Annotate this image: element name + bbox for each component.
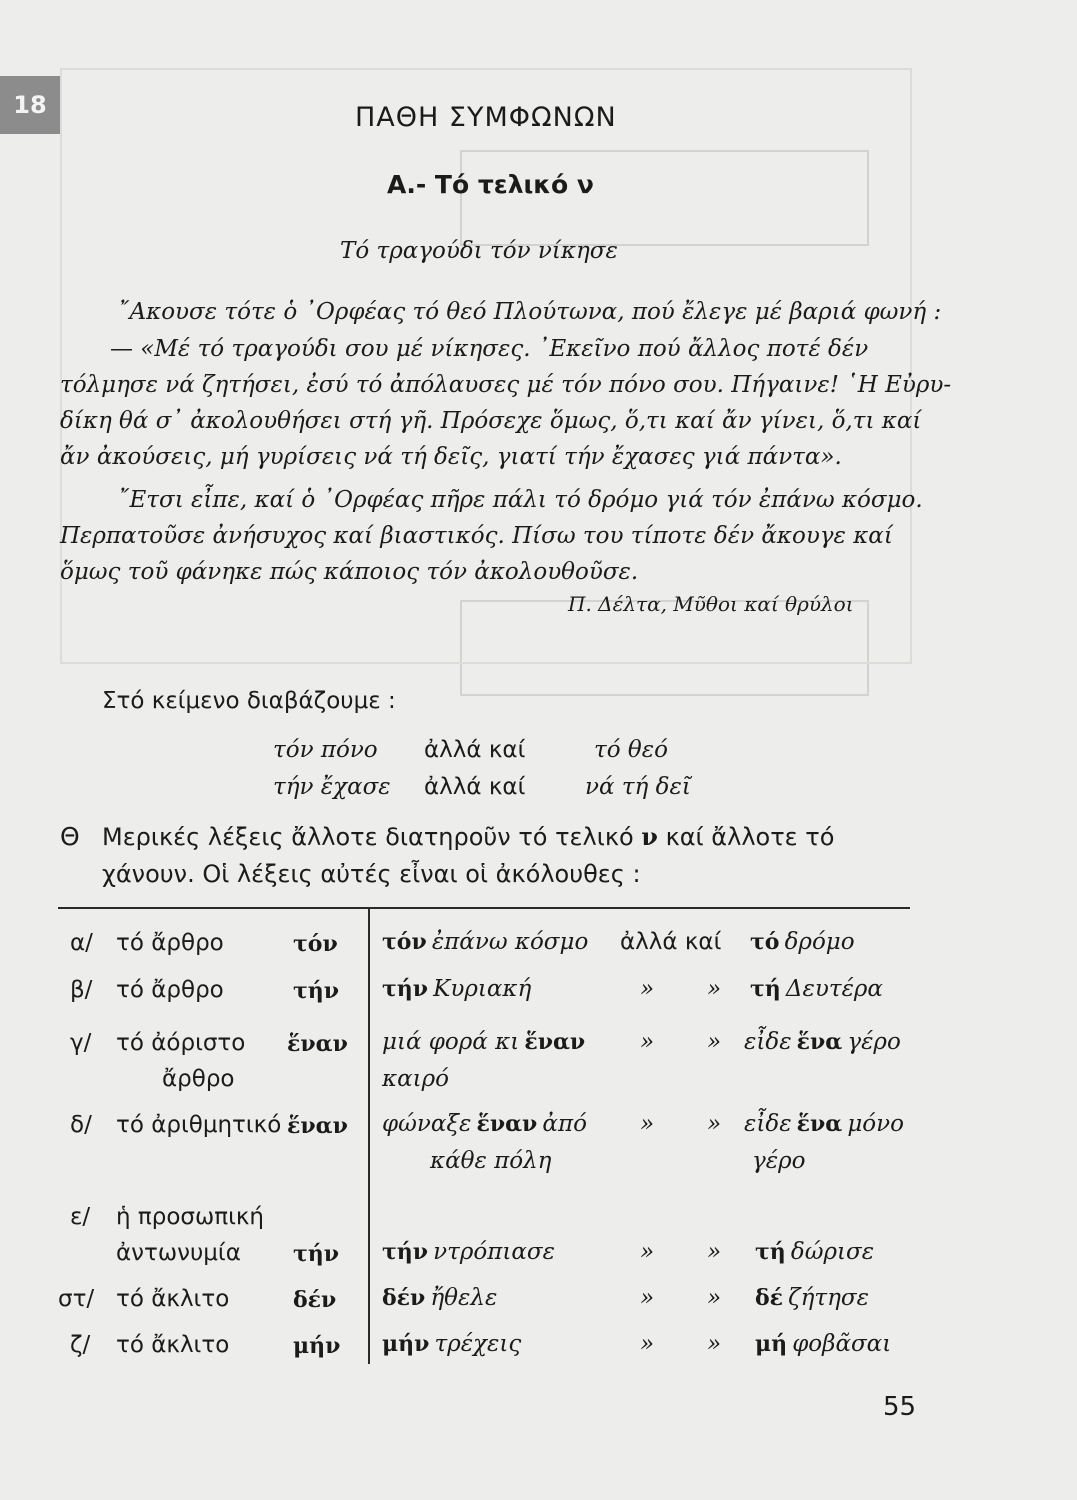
row-example-2 [744,1111,904,1137]
example-bold: τόν [382,929,427,955]
page-tab: 18 [0,76,60,134]
example-bold: ἕνα [796,1111,843,1137]
story-title: Τό τραγούδι τόν νίκησε [340,238,618,264]
row-word: δέν [293,1287,337,1313]
example-rest: Κυριακή [433,976,532,1002]
page-title: ΠΑΘΗ ΣΥΜΦΩΝΩΝ [355,102,617,133]
row-example-2 [755,1285,869,1311]
example-rest: ἤθελε [430,1285,498,1311]
example-rest: μόνο [847,1111,904,1137]
ditto-mark: » [707,1111,722,1137]
theta-marker: Θ [60,822,80,851]
example-bold: τήν [382,976,429,1002]
ditto-mark: » [640,1111,655,1137]
row-example-1 [382,1029,585,1055]
example-phrase: ἀλλά καί [424,774,526,800]
example-bold: ἕναν [524,1029,586,1055]
example-pre: εἶδε [744,1029,792,1055]
example-rest: ἐπάνω κόσμο [431,929,589,955]
example-phrase: ἀλλά καί [424,737,526,763]
example-rest: ζήτησε [788,1285,869,1311]
ditto-mark: » [640,1331,655,1357]
row-example-1 [382,1111,587,1137]
example-rest: γέρο [847,1029,901,1055]
row-example-2 [744,1029,901,1055]
table-top-rule [58,907,910,909]
example-pre: φώναξε [382,1111,472,1137]
row-category: τό ἄρθρο [116,930,224,956]
example-phrase: τήν ἔχασε [273,774,391,800]
table-column-divider [368,909,370,1364]
example-rest: δρόμο [784,929,855,955]
row-example-1 [382,929,588,955]
row-word: ἕναν [287,1031,348,1057]
row-example-2-line2: γέρο [752,1148,806,1174]
row-category: ἡ προσωπική [116,1204,265,1230]
ditto-mark: » [707,1331,722,1357]
example-rest: δώρισε [790,1239,875,1265]
row-word: μήν [293,1333,341,1359]
rule-line-text: Μερικές λέξεις ἄλλοτε διατηροῦν τό τελικό ν καί ἄλλοτε τό [102,822,835,851]
example-rest: Δευτέρα [785,976,883,1002]
row-label: ε/ [70,1204,91,1230]
example-phrase: τόν πόνο [273,737,378,763]
ditto-mark: » [707,976,722,1002]
example-bold: δέ [755,1285,784,1311]
row-label: α/ [70,930,93,956]
story-line: ῎Ακουσε τότε ὁ ᾿Ορφέας τό θεό Πλούτωνα, πού ἔλεγε μέ βαριά φωνή : [118,299,942,325]
row-label: στ/ [58,1286,95,1312]
rule-line: χάνουν. Οἱ λέξεις αὐτές εἶναι οἱ ἀκόλουθες : [102,860,641,888]
example-post: ἀπό [542,1111,587,1137]
row-word: τόν [293,931,338,957]
example-bold: τό [750,929,780,955]
section-title: Α.- Τό τελικό ν [387,170,594,199]
story-line: δίκη θά σ᾿ ἀκολουθήσει στή γῆ. Πρόσεχε ὅμως, ὅ,τι καί ἄν γίνει, ὅ,τι καί [60,408,922,434]
ditto-mark: » [707,1239,722,1265]
row-example-1 [382,1285,497,1311]
row-label: β/ [70,977,93,1003]
row-example-2 [755,1331,891,1357]
example-bold: ἕναν [476,1111,538,1137]
row-example-2 [755,1239,874,1265]
row-label: γ/ [70,1030,92,1056]
row-category: τό ἀόριστο [116,1030,246,1056]
row-label: δ/ [70,1112,92,1138]
example-bold: τή [750,976,781,1002]
example-rest: ντρόπιασε [433,1239,555,1265]
intro-text: Στό κείμενο διαβάζουμε : [102,688,396,714]
row-word: τήν [293,1241,340,1267]
rule-line [102,822,834,851]
story-line: ὅμως τοῦ φάνηκε πώς κάποιος τόν ἀκολουθοῦσε. [60,559,639,585]
example-bold: δέν [382,1285,426,1311]
example-bold: τήν [382,1239,429,1265]
story-line: — «Μέ τό τραγούδι σου μέ νίκησες. ᾿Εκεῖνο πού ἄλλος ποτέ δέν [110,336,869,362]
row-word: τήν [293,978,340,1004]
ditto-mark: » [640,1285,655,1311]
row-category: τό ἀριθμητικό [116,1112,282,1138]
example-bold: μήν [382,1331,430,1357]
row-label: ζ/ [70,1332,91,1358]
story-line: ἄν ἀκούσεις, μή γυρίσεις νά τή δεῖς, γιατί τήν ἔχασες γιά πάντα». [60,444,842,470]
example-bold: μή [755,1331,788,1357]
example-rest: τρέχεις [434,1331,522,1357]
row-conjunction: ἀλλά καί [620,929,722,955]
row-category: τό ἄρθρο [116,977,224,1003]
row-category-line2: ἀντωνυμία [116,1240,241,1266]
row-example-1 [382,1239,555,1265]
example-rest: φοβᾶσαι [792,1331,892,1357]
ditto-mark: » [707,1285,722,1311]
row-word: ἕναν [287,1113,348,1139]
source-citation: Π. Δέλτα, Μῦθοι καί θρύλοι [568,592,854,616]
row-example-2 [750,976,883,1002]
row-category: τό ἄκλιτο [116,1332,230,1358]
example-pre: μιά φορά κι [382,1029,520,1055]
row-category-line2: ἄρθρο [162,1066,235,1092]
row-example-1-line2: κάθε πόλη [430,1148,552,1174]
ditto-mark: » [640,1029,655,1055]
example-bold: ἕνα [796,1029,843,1055]
row-example-1 [382,1331,521,1357]
page-number: 55 [883,1392,917,1422]
story-line: τόλμησε νά ζητήσει, ἐσύ τό ἀπόλαυσες μέ τόν πόνο σου. Πήγαινε! ῾Η Εὐρυ- [60,372,952,398]
story-line: Περπατοῦσε ἀνήσυχος καί βιαστικός. Πίσω του τίποτε δέν ἄκουγε καί [60,523,893,549]
bold-nu: ν [641,822,658,851]
example-bold: τή [755,1239,786,1265]
example-phrase: νά τή δεῖ [585,774,691,800]
example-pre: εἶδε [744,1111,792,1137]
row-category: τό ἄκλιτο [116,1286,230,1312]
story-line: ῎Ετσι εἶπε, καί ὁ ᾿Ορφέας πῆρε πάλι τό δρόμο γιά τόν ἐπάνω κόσμο. [118,487,923,513]
ditto-mark: » [707,1029,722,1055]
row-example-1-line2: καιρό [382,1066,450,1092]
example-phrase: τό θεό [594,737,668,763]
ditto-mark: » [640,976,655,1002]
row-example-2 [750,929,855,955]
row-example-1 [382,976,531,1002]
ditto-mark: » [640,1239,655,1265]
